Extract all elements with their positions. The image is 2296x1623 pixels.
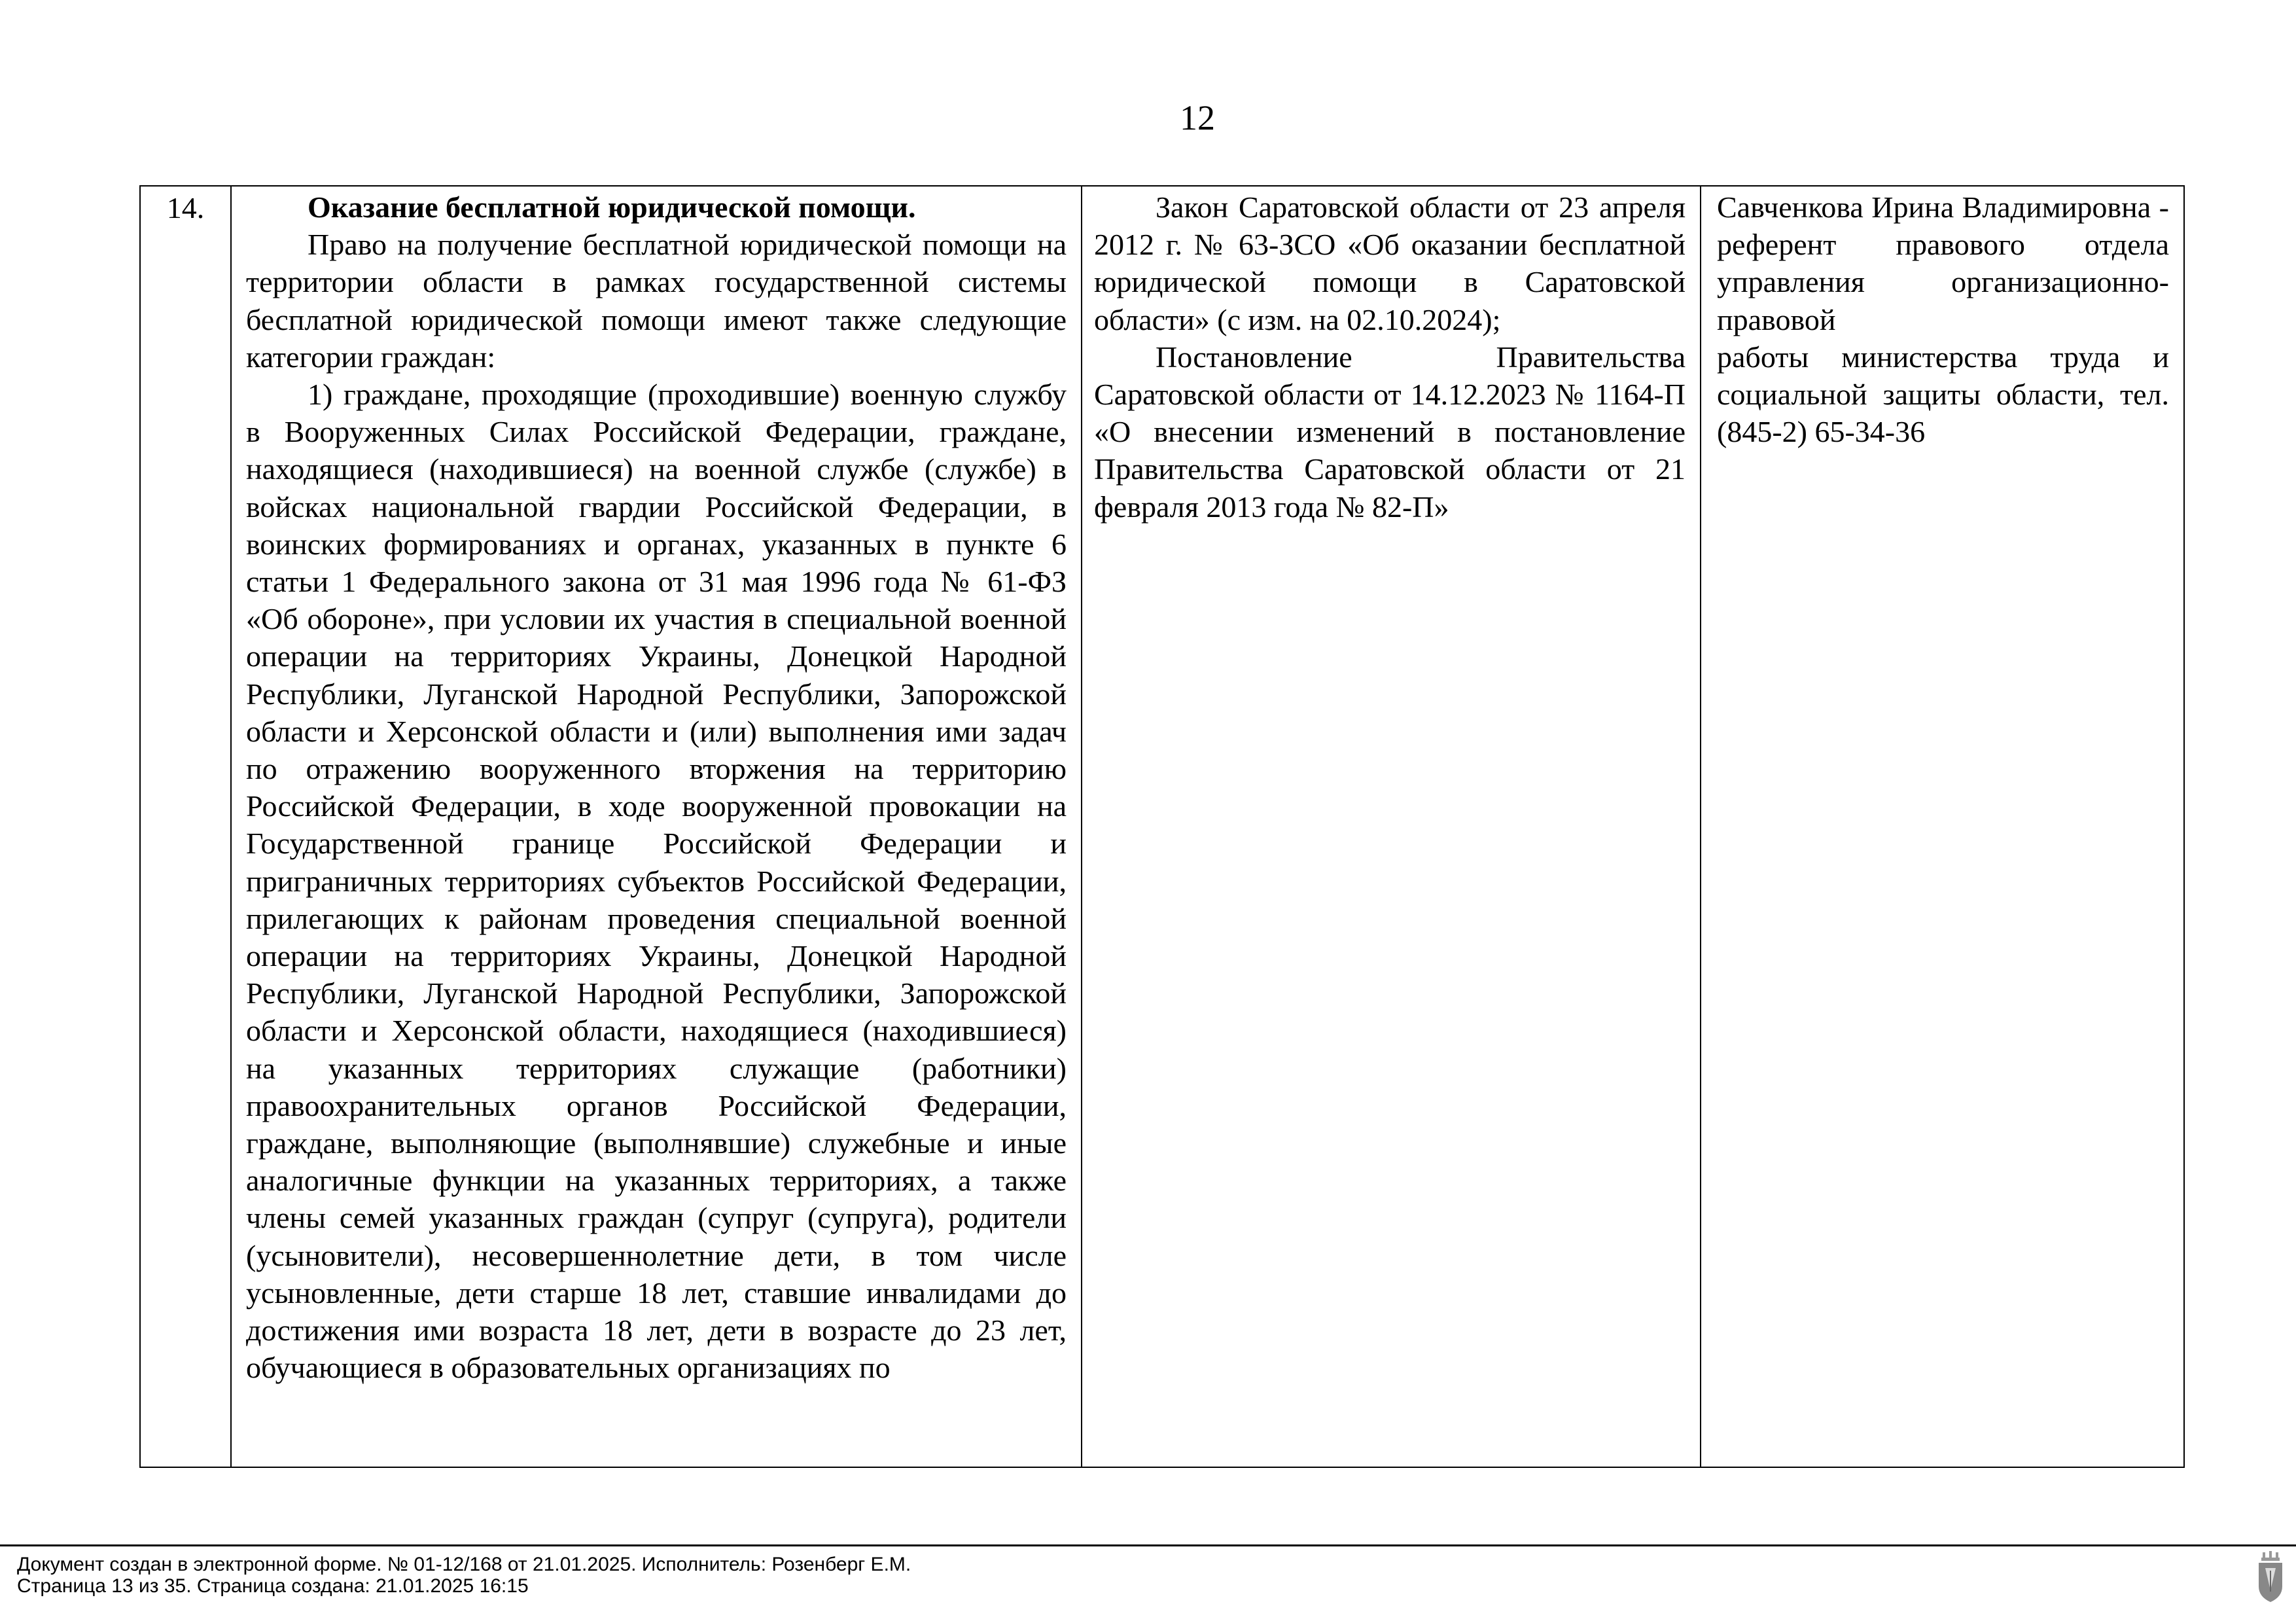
contact-person: Савченкова Ирина Владимировна - референт правового отдела управления организационно-правовой xyxy=(1717,190,2169,336)
description-paragraph: Право на получение бесплатной юридической помощи на территории области в рамках государственной системы бесплатной юридической помощи имеют также следующие категории граждан: xyxy=(246,228,1067,374)
footer-page-info: Страница 13 из 35. Страница создана: 21.01.2025 16:15 xyxy=(17,1575,529,1597)
legal-basis-cell xyxy=(1082,186,1701,1467)
contact-details: работы министерства труда и социальной защиты области, тел. (845-2) 65-34-36 xyxy=(1717,340,2169,449)
coat-of-arms-icon xyxy=(2255,1551,2286,1603)
footer-divider xyxy=(0,1544,2296,1546)
law-reference: Закон Саратовской области от 23 апреля 2012 г. № 63-ЗСО «Об оказании бесплатной юридической помощи в Саратовской области» (с изм. на 02.10.2024); xyxy=(1094,190,1686,336)
service-title: Оказание бесплатной юридической помощи. xyxy=(308,190,916,224)
footer-document-info: Документ создан в электронной форме. № 01-12/168 от 21.01.2025. Исполнитель: Розенберг Е.М. xyxy=(17,1554,911,1575)
page-number: 12 xyxy=(1180,98,1215,137)
contact-cell xyxy=(1701,186,2184,1467)
document-footer xyxy=(17,1554,911,1597)
law-reference: Постановление Правительства Саратовской области от 14.12.2023 № 1164-П «О внесении изменений в постановление Правительства Саратовской области от 21 февраля 2013 года № 82-П» xyxy=(1094,340,1686,524)
row-number: 14. xyxy=(140,186,231,1467)
document-table xyxy=(139,185,2185,1468)
description-cell xyxy=(231,186,1082,1467)
description-paragraph: 1) граждане, проходящие (проходившие) военную службу в Вооруженных Силах Российской Федерации, граждане, находящиеся (находившиеся) на военной службе (службе) в войсках национальной гвардии Российской Федерации, в воинских формированиях и органах, указанных в пункте 6 статьи 1 Федерального закона от 31 мая 1996 года № 61-ФЗ «Об обороне», при условии их участия в специальной военной операции на территориях Украины, Донецкой Народной Республики, Луганской Народной Республики, Запорожской области и Херсонской области и (или) выполнения ими задач по отражению вооруженного вторжения на территорию Российской Федерации, в ходе вооруженной провокации на Государственной границе Российской Федерации и приграничных территориях субъектов Российской Федерации, прилегающих к районам проведения специальной военной операции на территориях Украины, Донецкой Народной Республики, Луганской Народной Республики, Запорожской области и Херсонской области, находящиеся (находившиеся) на указанных территориях служащие (работники) правоохранительных органов Российской Федерации, граждане, выполняющие (выполнявшие) служебные и иные аналогичные функции на указанных территориях, а также члены семей указанных граждан (супруг (супруга), родители (усыновители), несовершеннолетние дети, в том числе усыновленные, дети старше 18 лет, ставшие инвалидами до достижения ими возраста 18 лет, дети в возрасте до 23 лет, обучающиеся в образовательных организациях по xyxy=(246,378,1067,1385)
table-row xyxy=(140,186,2184,1467)
